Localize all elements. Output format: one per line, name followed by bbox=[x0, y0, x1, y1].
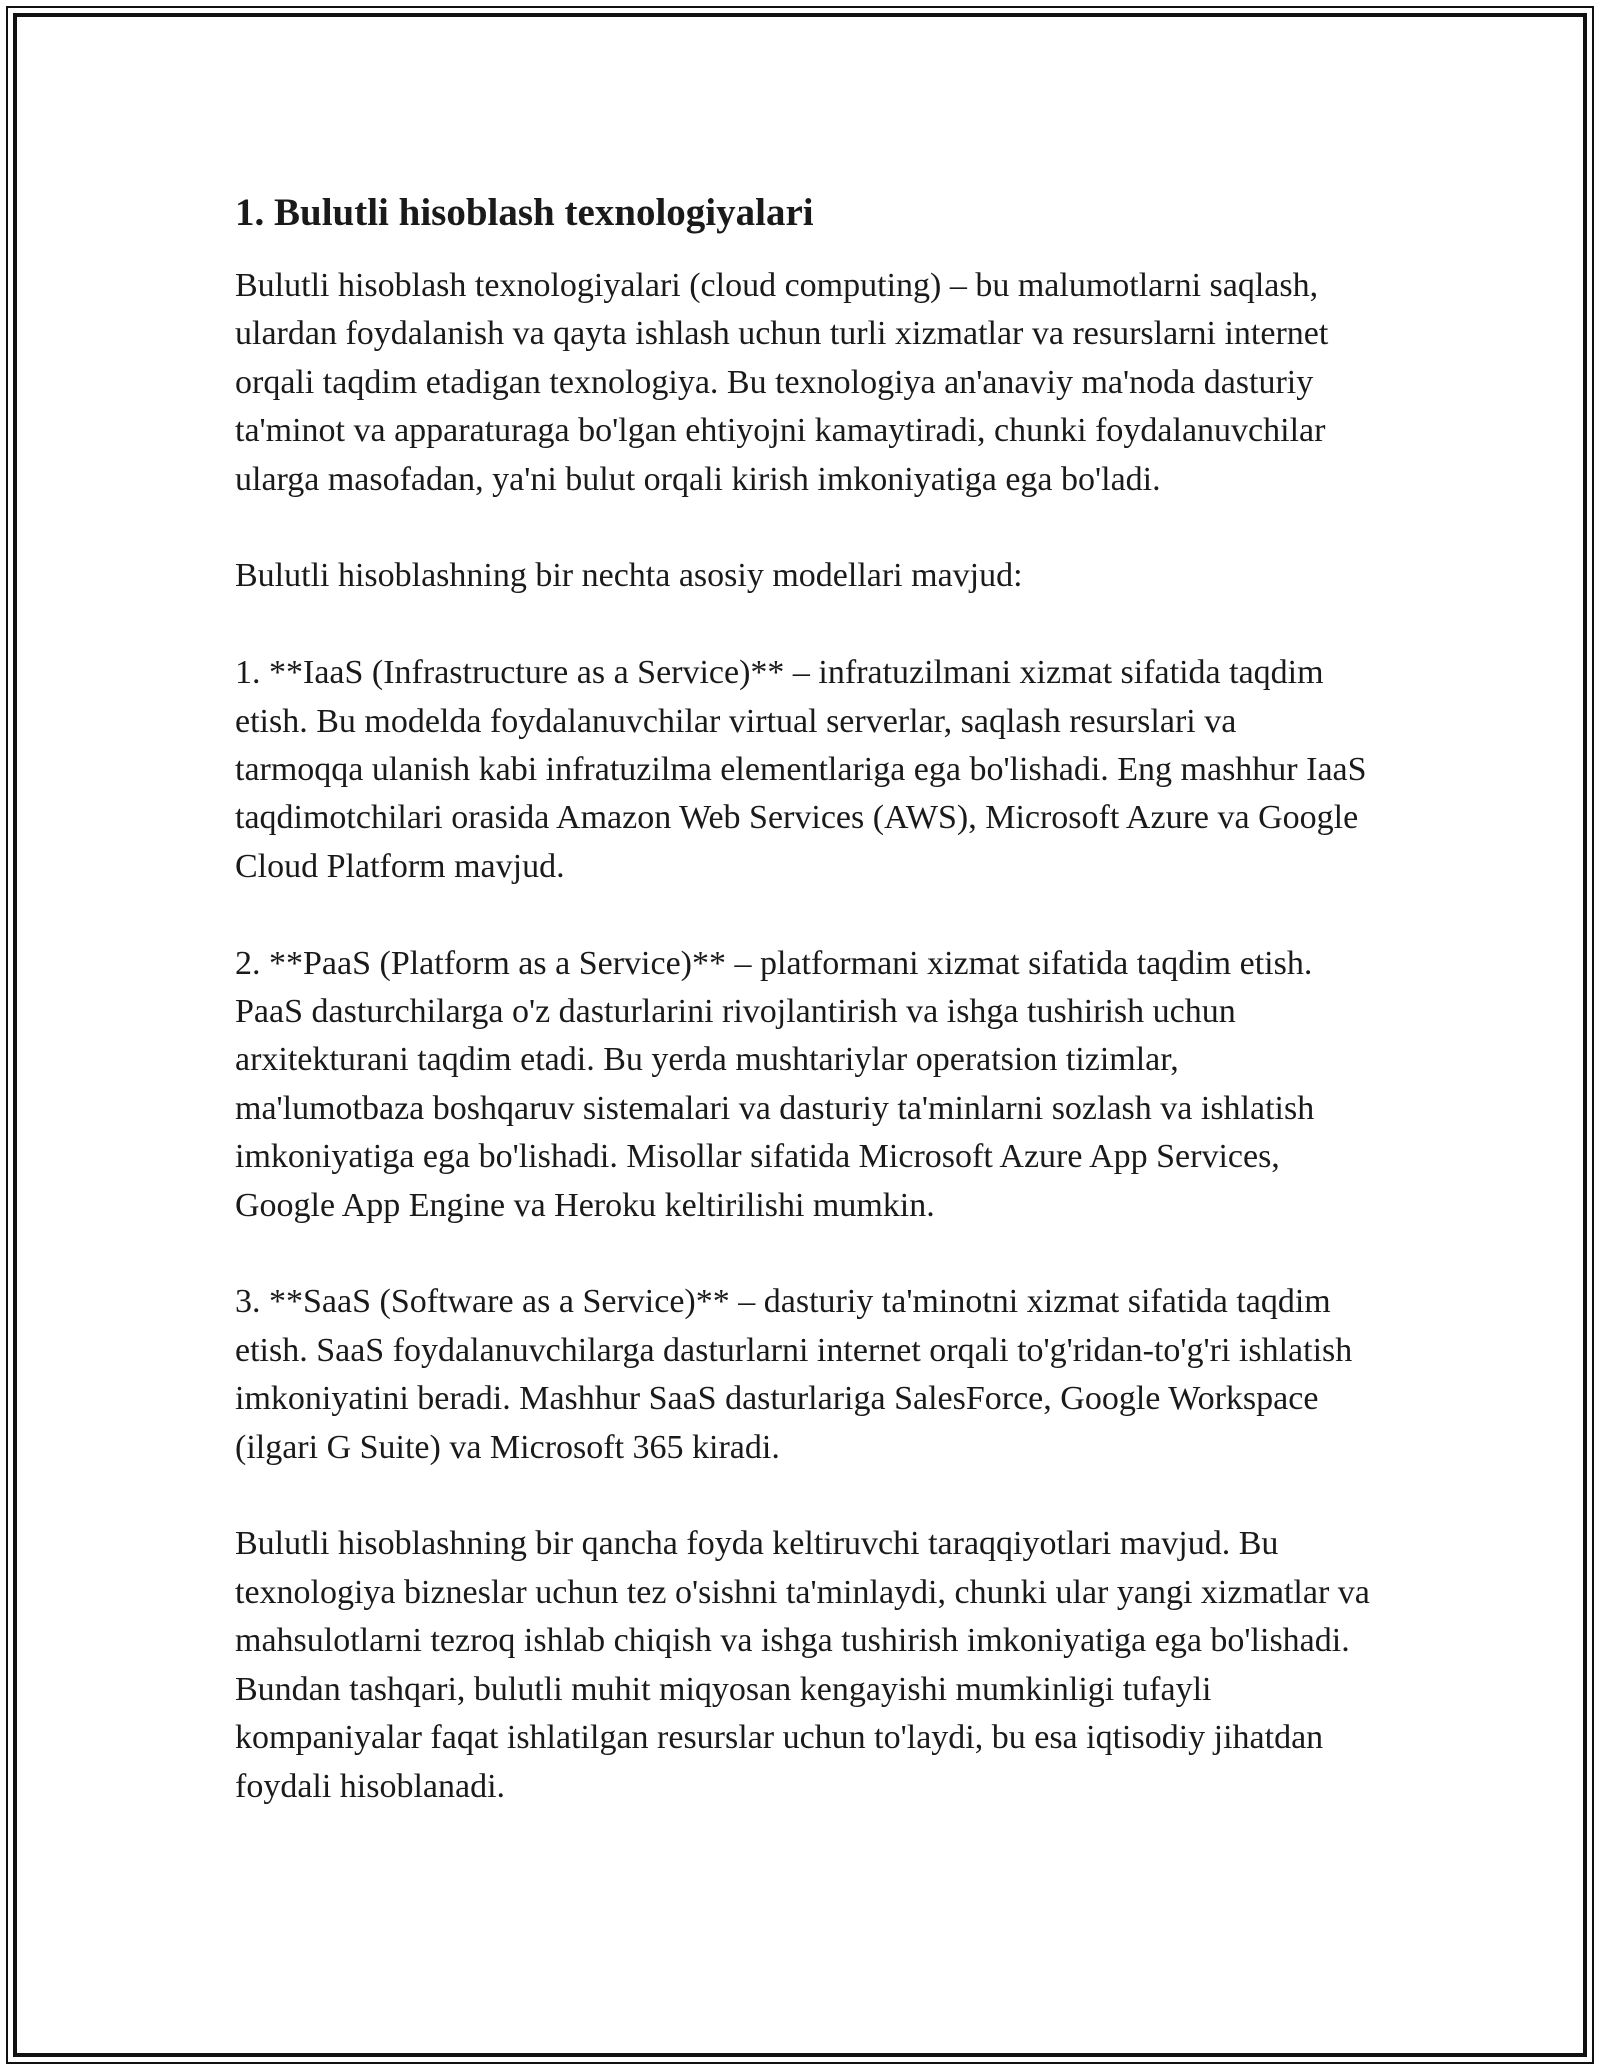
paragraph-iaas: 1. **IaaS (Infrastructure as a Service)** – infratuzilmani xizmat sifatida taqdim etish. Bu modelda foydalanuvchilar virtual serverlar, saqlash resurslari va tarmoqqa ulanish kabi infratuzilma elementlariga ega bo'lishadi. Eng mashhur IaaS taqdimotchilari orasida Amazon Web Services (AWS), Microsoft Azure va Google Cloud Platform mavjud. bbox=[235, 654, 1367, 885]
section-title: 1. Bulutli hisoblash texnologiyalari bbox=[235, 191, 814, 234]
paragraph-models-intro: Bulutli hisoblashning bir nechta asosiy modellari mavjud: bbox=[235, 557, 1023, 595]
paragraph-benefits: Bulutli hisoblashning bir qancha foyda keltiruvchi taraqqiyotlari mavjud. Bu texnologiya bizneslar uchun tez o'sishni ta'minlaydi, chunki ular yangi xizmatlar va mahsulotlarni tezroq ishlab chiqish va ishga tushirish imkoniyatiga ega bo'lishadi. Bundan tashqari, bulutli muhit miqyosan kengayishi mumkinligi tufayli kompaniyalar faqat ishlatilgan resurslar uchun to'laydi, bu esa iqtisodiy jihatdan foydali hisoblanadi. bbox=[235, 1525, 1370, 1805]
paragraph-saas: 3. **SaaS (Software as a Service)** – dasturiy ta'minotni xizmat sifatida taqdim etish. SaaS foydalanuvchilarga dasturlarni internet orqali to'g'ridan-to'g'ri ishlatish imkoniyatini beradi. Mashhur SaaS dasturlariga SalesForce, Google Workspace (ilgari G Suite) va Microsoft 365 kiradi. bbox=[235, 1283, 1353, 1466]
paragraph-intro: Bulutli hisoblash texnologiyalari (cloud computing) – bu malumotlarni saqlash, ulardan foydalanish va qayta ishlash uchun turli xizmatlar va resurslarni internet orqali taqdim etadigan texnologiya. Bu texnologiya an'anaviy ma'noda dasturiy ta'minot va apparaturaga bo'lgan ehtiyojni kamaytiradi, chunki foydalanuvchilar ularga masofadan, ya'ni bulut orqali kirish imkoniyatiga ega bo'ladi. bbox=[235, 267, 1329, 498]
document-content bbox=[235, 184, 1370, 1859]
paragraph-paas: 2. **PaaS (Platform as a Service)** – platformani xizmat sifatida taqdim etish. PaaS dasturchilarga o'z dasturlarini rivojlantirish va ishga tushirish uchun arxitekturani taqdim etadi. Bu yerda mushtariylar operatsion tizimlar, ma'lumotbaza boshqaruv sistemalari va dasturiy ta'minlarni sozlash va ishlatish imkoniyatiga ega bo'lishadi. Misollar sifatida Microsoft Azure App Services, Google App Engine va Heroku keltirilishi mumkin. bbox=[235, 944, 1315, 1224]
